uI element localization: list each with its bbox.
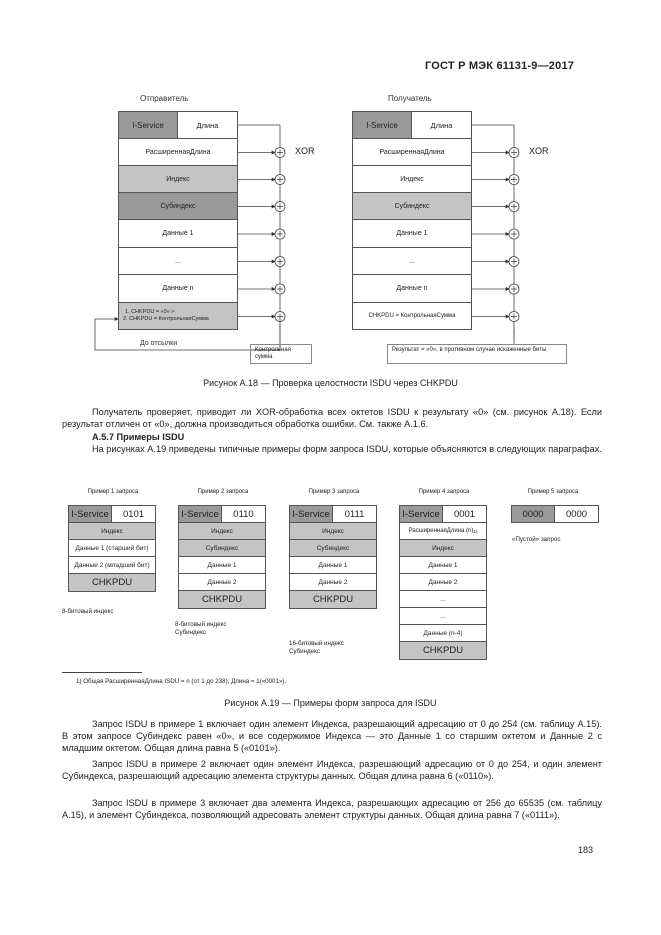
- receiver-xor-label: XOR: [529, 146, 549, 156]
- example4-extlen-footnote-mark: 1): [473, 528, 478, 534]
- paragraph-example2: Запрос ISDU в примере 2 включает один элемент Индекса, разрешающий адресацию от 0 до 254, и один элемент Субиндекса, разрешающий адресацию элемента структуры данных. Общая длина равна 6 («0110»).: [62, 759, 602, 782]
- example4-code: 0001: [453, 508, 476, 520]
- example4-dots-1: ...: [399, 591, 487, 608]
- result-note-box: [387, 344, 567, 364]
- figure-a18: [0, 0, 661, 400]
- sender-row-index: Индекс: [118, 166, 238, 193]
- figure-a18-caption: Рисунок А.18 — Проверка целостности ISDU через CHKPDU: [203, 378, 458, 388]
- example1-iservice: I-Service: [69, 506, 112, 522]
- sender-chk-line-1: 1. CHKPDU = «0» >: [125, 309, 175, 315]
- example4-row-iservice: [399, 505, 487, 523]
- example5-stack: [511, 505, 599, 523]
- example1-row-iservice: [68, 505, 156, 523]
- example4-datan4: Данные (n-4): [399, 625, 487, 642]
- example4-title: Пример 4 запроса: [418, 489, 470, 495]
- example4-extlen-text: РасширеннаяДлина (n): [408, 528, 474, 534]
- paragraph-examples-intro: На рисунках А.19 приведены типичные примеры форм запроса ISDU, которые объясняются в следующих параграфах.: [92, 444, 602, 454]
- sender-xor-label: XOR: [295, 146, 315, 156]
- example2-iservice: I-Service: [179, 506, 222, 522]
- example1-code: 0101: [122, 508, 145, 520]
- example5-code-a: 0000: [512, 506, 555, 522]
- receiver-row-extlen: РасширеннаяДлина: [352, 139, 472, 166]
- send-note: До отсылки: [140, 340, 178, 347]
- paragraph-example3: Запрос ISDU в примере 3 включает два элемента Индекса, разрешающих адресацию от 256 до 65535 (см. таблицу А.15), и элемент Субиндекса, позволяющий адресовать элемент структуры данных. Общая длина равна 7 («0111»).: [62, 798, 602, 821]
- example4-data1: Данные 1: [399, 557, 487, 574]
- sender-row-data1: Данные 1: [118, 220, 238, 248]
- example2-row-iservice: [178, 505, 266, 523]
- receiver-title: Получатель: [388, 94, 432, 103]
- sender-row-extlen: РасширеннаяДлина: [118, 139, 238, 166]
- example3-chkpdu: CHKPDU: [289, 591, 377, 609]
- example3-index: Индекс: [289, 523, 377, 540]
- example1-chkpdu: CHKPDU: [68, 574, 156, 592]
- example3-subindex: Субиндекс: [289, 540, 377, 557]
- page-number: 183: [578, 845, 594, 855]
- example4-stack: [399, 505, 487, 660]
- example5-code-b: 0000: [565, 508, 588, 520]
- sender-row-dots: ...: [118, 248, 238, 275]
- example2-note: [175, 621, 226, 636]
- example3-data1: Данные 1: [289, 557, 377, 574]
- example1-title: Пример 1 запроса: [87, 489, 139, 495]
- example2-subindex: Субиндекс: [178, 540, 266, 557]
- sender-iservice-cell: I-Service: [119, 112, 178, 138]
- example5-note: «Пустой» запрос: [512, 536, 561, 543]
- example3-code: 0111: [344, 508, 365, 520]
- example1-note: 8-битовый индекс: [62, 608, 114, 615]
- result-note: Результат = «0», в противном случае искаженные биты: [392, 347, 547, 353]
- receiver-row-datan: Данные n: [352, 275, 472, 303]
- example2-code: 0110: [233, 508, 254, 520]
- receiver-row-chkpdu: CHKPDU = КонтрольнаяСумма: [352, 303, 472, 330]
- example2-data1: Данные 1: [178, 557, 266, 574]
- sender-chk-line-2: 2. CHKPDU = КонтрольнаяСумма: [123, 316, 209, 322]
- example2-index: Индекс: [178, 523, 266, 540]
- sender-length-cell: Длина: [178, 112, 237, 138]
- example5-row: [511, 505, 599, 523]
- checksum-note-box: [250, 344, 312, 364]
- receiver-row-subindex: Субиндекс: [352, 193, 472, 220]
- receiver-iservice-cell: I-Service: [353, 112, 412, 138]
- example1-data1: Данные 1 (старший бит): [68, 540, 156, 557]
- example4-iservice: I-Service: [400, 506, 443, 522]
- footnote-rule: [62, 672, 142, 673]
- example3-title: Пример 3 запроса: [308, 489, 360, 495]
- paragraph-example1: Запрос ISDU в примере 1 включает один элемент Индекса, разрешающий адресацию от 0 до 254 (см. таблицу А.15). В этом запросе Субиндекс равен «0», и все содержимое Индекса — это Данные 1 со старшим октетом и Данные 2 с младшим октетом. Общая длина равна 5 («0101»).: [62, 719, 602, 754]
- example2-note-line2: Субиндекс: [175, 628, 206, 636]
- sender-title: Отправитель: [140, 94, 189, 103]
- example2-title: Пример 2 запроса: [197, 489, 249, 495]
- example3-note: [289, 640, 344, 655]
- receiver-length-cell: Длина: [412, 112, 471, 138]
- example1-stack: [68, 505, 156, 592]
- section-heading-a57: А.5.7 Примеры ISDU: [92, 432, 185, 442]
- example4-dots-2: ...: [399, 608, 487, 625]
- example3-row-iservice: [289, 505, 377, 523]
- example3-note-line1: 16-битовый индекс: [289, 640, 344, 647]
- example4-chkpdu: CHKPDU: [399, 642, 487, 660]
- figure-a19-caption: Рисунок А.19 — Примеры форм запроса для ISDU: [224, 698, 437, 708]
- example4-extlen: [399, 523, 487, 540]
- figure-a19: [0, 480, 661, 700]
- example1-data2: Данные 2 (младший бит): [68, 557, 156, 574]
- example4-index: Индекс: [399, 540, 487, 557]
- example3-data2: Данные 2: [289, 574, 377, 591]
- example2-stack: [178, 505, 266, 609]
- receiver-row-index: Индекс: [352, 166, 472, 193]
- sender-row-datan: Данные n: [118, 275, 238, 303]
- example3-note-line2: Субиндекс: [289, 647, 320, 655]
- receiver-row-data1: Данные 1: [352, 220, 472, 248]
- example3-iservice: I-Service: [290, 506, 333, 522]
- example1-index: Индекс: [68, 523, 156, 540]
- example3-stack: [289, 505, 377, 609]
- example2-note-line1: 8-битовый индекс: [175, 621, 227, 628]
- paragraph-receiver-check: Получатель проверяет, приводит ли XOR-обработка всех октетов ISDU к результату «0» (см. рисунок А.18). Если результат отличен от «0», должна производиться обработка ошибки. См. также А.1.6.: [62, 407, 602, 430]
- example2-data2: Данные 2: [178, 574, 266, 591]
- example4-data2: Данные 2: [399, 574, 487, 591]
- example5-title: Пример 5 запроса: [527, 489, 579, 495]
- xor-connectors: [0, 0, 661, 400]
- document-header: ГОСТ Р МЭК 61131-9—2017: [425, 60, 575, 72]
- sender-row-subindex: Субиндекс: [118, 193, 238, 220]
- example2-chkpdu: CHKPDU: [178, 591, 266, 609]
- checksum-note: Контрольная сумма: [255, 347, 291, 360]
- footnote-text: 1) Общая РасширеннаяДлина ISDU = n (от 1 до 238), Длина = 1(«0001»).: [76, 678, 287, 685]
- receiver-row-dots: ...: [352, 248, 472, 275]
